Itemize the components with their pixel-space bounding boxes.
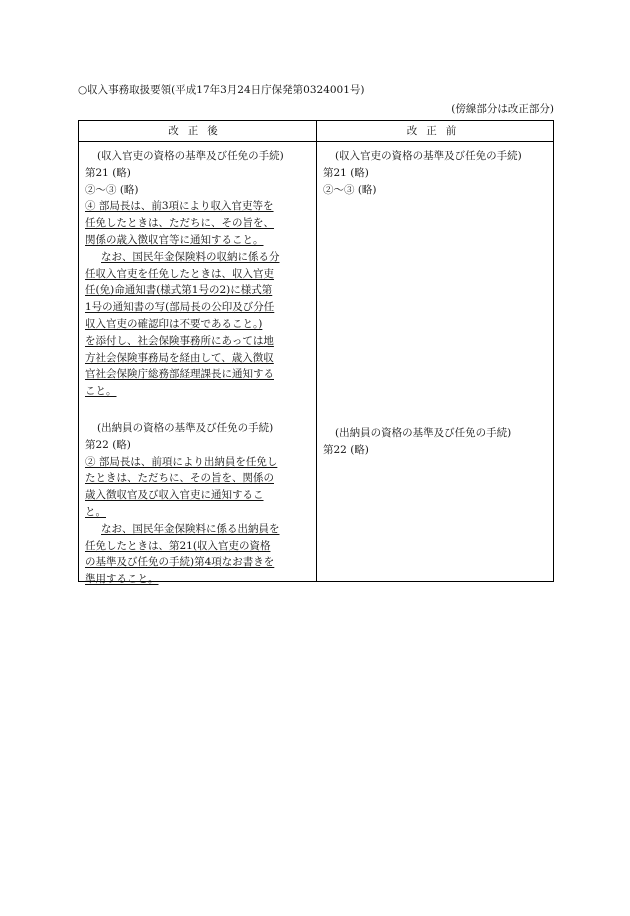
before-section21-omitted: ②～③ (略) — [323, 183, 377, 196]
after-section21-heading: (収入官吏の資格の基準及び任免の手続) — [97, 150, 284, 162]
after-section22-note-line: の基準及び任免の手続)第4項なお書きを — [85, 556, 275, 569]
after-section21-note-line: 収入官吏の確認印は不要であること。) — [85, 317, 263, 330]
after-section22-item2-line: たときは、ただちに、その旨を、関係の — [85, 472, 274, 485]
after-section22-item2-line: と。 — [85, 505, 106, 518]
after-section22-heading: (出納員の資格の基準及び任免の手続) — [97, 421, 274, 434]
after-section21-note-line: 任収入官吏を任免したときは、収入官吏 — [85, 267, 274, 280]
after-section21-note-line: を添付し、社会保険事務所にあっては地 — [85, 334, 274, 347]
after-section22-note-line: 準用すること。 — [85, 573, 159, 586]
after-section22-number: 第22 (略) — [85, 438, 131, 451]
after-section21-item4-line: 任免したときは、ただちに、その旨を、 — [85, 217, 274, 230]
header-before: 改正前 — [406, 125, 466, 137]
after-section21-item4-line: 関係の歳入徴収官等に通知すること。 — [85, 233, 264, 246]
after-section21-note-line: 1号の通知書の写(部局長の公印及び分任 — [85, 301, 275, 314]
comparison-table — [78, 120, 554, 586]
column-divider — [316, 121, 317, 581]
before-section21-heading: (収入官吏の資格の基準及び任免の手続) — [335, 150, 522, 162]
before-column — [323, 148, 549, 459]
after-section21-note-line: 方社会保険事務局を経由して、歳入徴収 — [85, 351, 274, 364]
after-column — [85, 148, 311, 588]
before-section22-number: 第22 (略) — [323, 444, 369, 457]
header-after: 改正後 — [168, 125, 227, 137]
document-title: ○収入事務取扱要領(平成17年3月24日庁保発第0324001号) — [78, 84, 365, 96]
after-section21-note-line: 任(免)命通知書(様式第1号の2)に様式第 — [85, 284, 273, 297]
after-section21-note-line: 官社会保険庁総務部経理課長に通知する — [85, 368, 274, 381]
after-section21-number: 第21 (略) — [85, 166, 131, 179]
underline-note: (傍線部分は改正部分) — [451, 103, 554, 115]
before-section22-heading: (出納員の資格の基準及び任免の手続) — [335, 427, 512, 440]
after-section22-item2-line: 歳入徴収官及び収入官吏に通知するこ — [85, 489, 264, 502]
after-section21-omitted: ②～③ (略) — [85, 183, 139, 196]
after-section21-note-line: なお、国民年金保険料の収納に係る分 — [101, 250, 280, 263]
before-section21-number: 第21 (略) — [323, 166, 369, 179]
after-section22-note-line: なお、国民年金保険料に係る出納員を — [101, 522, 280, 535]
table-header-row — [79, 121, 553, 142]
after-section22-note-line: 任免したときは、第21(収入官吏の資格 — [85, 539, 271, 552]
after-section22-item2-line: ② 部局長は、前項により出納員を任免し — [85, 455, 278, 468]
after-section21-note-line: こと。 — [85, 385, 117, 398]
after-section21-item4-line: ④ 部局長は、前3項により収入官吏等を — [85, 200, 274, 213]
